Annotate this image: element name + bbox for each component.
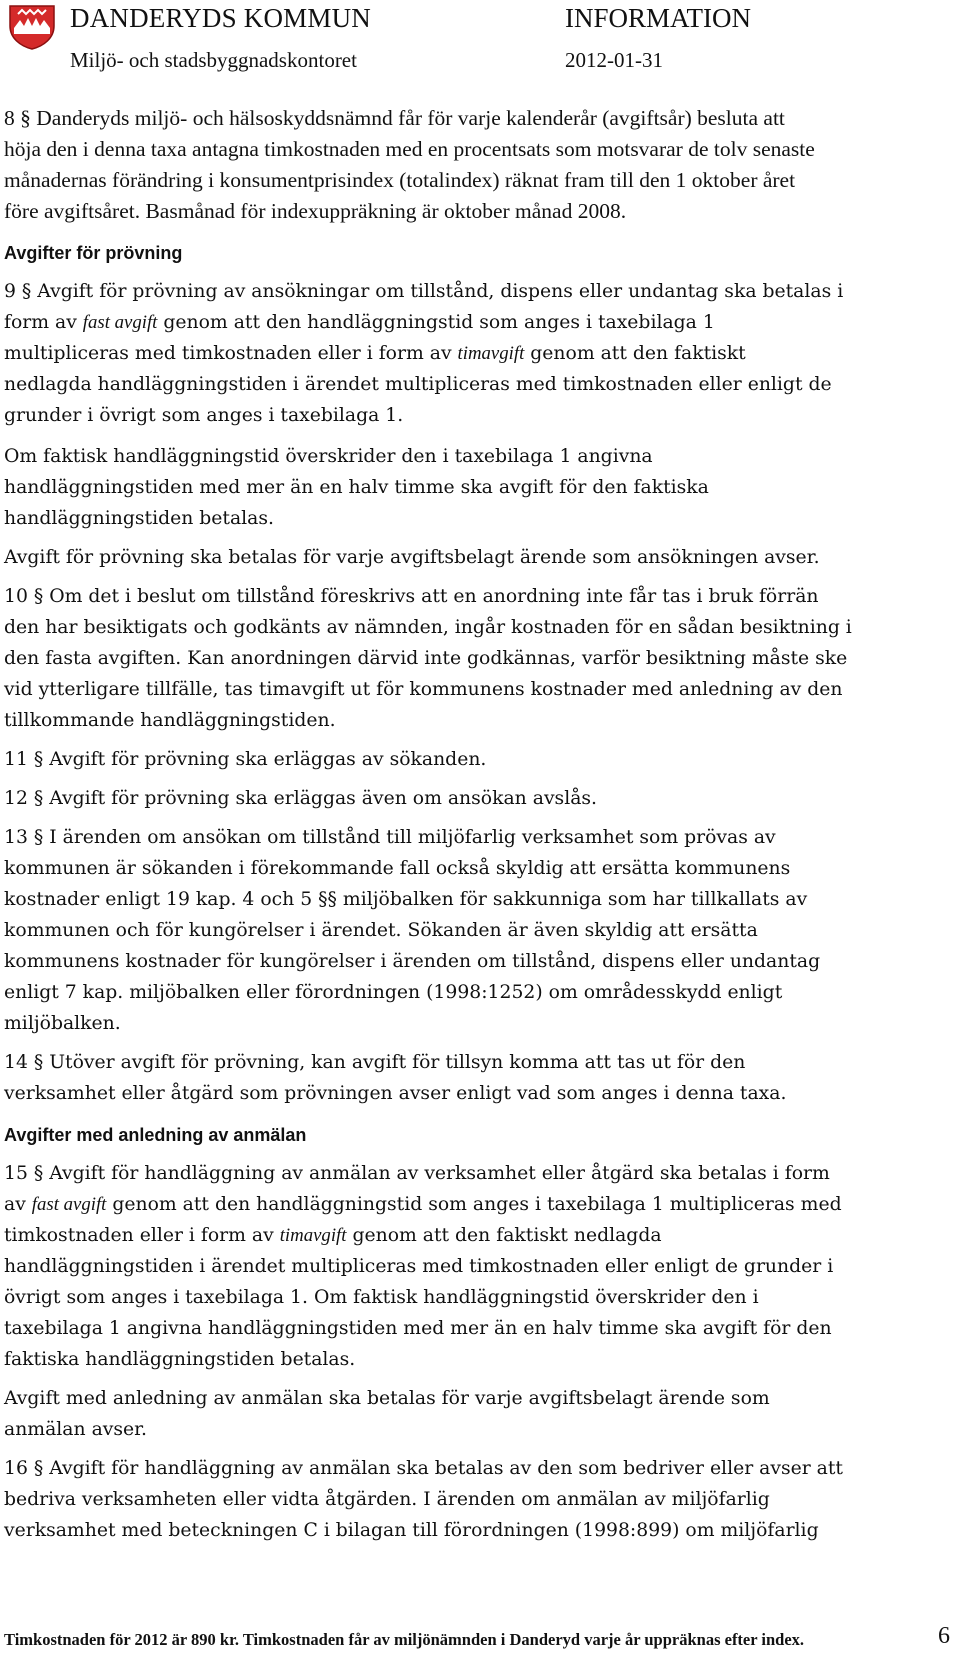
paragraph [4,103,919,227]
paragraph [4,1383,919,1445]
text-segment: övrigt som anges i taxebilaga 1. Om faktisk handläggningstid överskrider den i [4,1287,759,1308]
text-segment: av [4,1194,32,1215]
paragraph-line [4,744,919,775]
paragraph-line [4,441,919,472]
text-segment: handläggningstiden med mer än en halv timme ska avgift för den faktiska [4,477,709,498]
paragraph [4,1158,919,1375]
emphasized-term: timavgift [457,343,525,364]
paragraph [4,276,919,431]
text-segment: multipliceras med timkostnaden eller i form av [4,343,458,364]
paragraph-line [4,1383,919,1414]
paragraph-line [4,472,919,503]
emphasized-term: fast avgift [82,312,158,333]
paragraph-line [4,1047,919,1078]
text-segment: taxebilaga 1 angivna handläggningstiden med mer än en halv timme ska avgift för den [4,1318,832,1339]
paragraph [4,441,919,534]
text-segment: genom att den faktiskt [524,343,746,364]
text-segment: enligt 7 kap. miljöbalken eller förordningen (1998:1252) om områdesskydd enligt [4,982,783,1003]
text-segment: verksamhet eller åtgärd som prövningen avser enligt vad som anges i denna taxa. [4,1083,787,1104]
paragraph-line [4,946,919,977]
paragraph-line [4,612,919,643]
paragraph-line [4,674,919,705]
text-segment: vid ytterligare tillfälle, tas timavgift ut för kommunens kostnader med anledning av den [4,679,843,700]
text-segment: den fasta avgiften. Kan anordningen därvid inte godkännas, varför besiktning måste ske [4,648,848,669]
paragraph-line [4,1158,919,1189]
text-segment: 10 § Om det i beslut om tillstånd föreskrivs att en anordning inte får tas i bruk förrän [4,586,819,607]
text-segment: verksamhet med beteckningen C i bilagan till förordningen (1998:899) om miljöfarlig [4,1520,819,1541]
text-segment: Avgift för prövning ska betalas för varje avgiftsbelagt ärende som ansökningen avser. [4,547,820,568]
document-type: INFORMATION [565,3,752,33]
text-segment: faktiska handläggningstiden betalas. [4,1349,356,1370]
paragraph [4,542,919,573]
paragraph-line [4,822,919,853]
text-segment: 9 § Avgift för prövning av ansökningar om tillstånd, dispens eller undantag ska betalas i [4,281,844,302]
paragraph-line [4,400,919,431]
text-segment: tillkommande handläggningstiden. [4,710,336,731]
text-segment: form av [4,312,83,333]
text-segment: kommunen är sökanden i förekommande fall också skyldig att ersätta kommunens [4,858,791,879]
paragraph-line [4,1282,919,1313]
text-segment: grunder i övrigt som anges i taxebilaga 1. [4,405,404,426]
paragraph-line [4,1189,919,1220]
paragraph-line [4,1313,919,1344]
paragraph-line [4,1078,919,1109]
paragraph-line [4,369,919,400]
page-header [0,0,960,78]
text-segment: 12 § Avgift för prövning ska erläggas även om ansökan avslås. [4,788,598,809]
document-date: 2012-01-31 [565,48,663,72]
text-segment: kostnader enligt 19 kap. 4 och 5 §§ miljöbalken för sakkunniga som har tillkallats av [4,889,808,910]
municipal-coat-of-arms-icon [8,4,56,50]
paragraph-line [4,915,919,946]
paragraph-line [4,853,919,884]
paragraph [4,783,919,814]
paragraph-line [4,1484,919,1515]
text-segment: Om faktisk handläggningstid överskrider den i taxebilaga 1 angivna [4,446,653,467]
text-segment: 13 § I ärenden om ansökan om tillstånd till miljöfarlig verksamhet som prövas av [4,827,776,848]
text-segment: miljöbalken. [4,1013,121,1034]
text-segment: 11 § Avgift för prövning ska erläggas av sökanden. [4,749,487,770]
text-segment: genom att den handläggningstid som anges i taxebilaga 1 [157,312,715,333]
organization-name: DANDERYDS KOMMUN [70,3,371,33]
paragraph-line [4,884,919,915]
paragraph [4,1453,919,1546]
paragraph-line: 8 § Danderyds miljö- och hälsoskyddsnämnd får för varje kalenderår (avgiftsår) besluta att [4,106,785,130]
paragraph-line [4,503,919,534]
text-segment: handläggningstiden i ärendet multipliceras med timkostnaden eller enligt de grunder i [4,1256,834,1277]
paragraph-line [4,977,919,1008]
page-number: 6 [938,1623,950,1649]
paragraph-line [4,581,919,612]
paragraph-line [4,307,919,338]
paragraph-line: månadernas förändring i konsumentprisindex (totalindex) räknat fram till den 1 oktober året [4,168,796,192]
paragraph [4,581,919,736]
text-segment: kommunens kostnader för kungörelser i ärenden om tillstånd, dispens eller undantag [4,951,821,972]
paragraph-line [4,1414,919,1445]
text-segment: nedlagda handläggningstiden i ärendet multipliceras med timkostnaden eller enligt de [4,374,832,395]
paragraph-line [4,1453,919,1484]
paragraph [4,822,919,1039]
paragraph-line [4,338,919,369]
paragraph-line [4,1515,919,1546]
paragraph-line: höja den i denna taxa antagna timkostnaden med en procentsats som motsvarar de tolv senaste [4,137,815,161]
paragraph-line: före avgiftsåret. Basmånad för indexuppräkning är oktober månad 2008. [4,199,627,223]
paragraph-line [4,1344,919,1375]
text-segment: bedriva verksamheten eller vidta åtgärden. I ärenden om anmälan av miljöfarlig [4,1489,770,1510]
text-segment: Avgift med anledning av anmälan ska betalas för varje avgiftsbelagt ärende som [4,1388,770,1409]
text-segment: kommunen och för kungörelser i ärendet. Sökanden är även skyldig att ersätta [4,920,758,941]
text-segment: 16 § Avgift för handläggning av anmälan ska betalas av den som bedriver eller avser att [4,1458,843,1479]
paragraph-line [4,783,919,814]
text-segment: anmälan avser. [4,1419,148,1440]
paragraph-line [4,542,919,573]
emphasized-term: timavgift [279,1225,347,1246]
document-body [4,103,919,1554]
section-heading: Avgifter för prövning [4,243,183,263]
paragraph-line [4,643,919,674]
paragraph-line [4,705,919,736]
text-segment: 15 § Avgift för handläggning av anmälan av verksamhet eller åtgärd ska betalas i form [4,1163,830,1184]
footer-note: Timkostnaden för 2012 är 890 kr. Timkostnaden får av miljönämnden i Danderyd varje år uppräknas efter index. [4,1630,805,1649]
paragraph [4,744,919,775]
text-segment: 14 § Utöver avgift för prövning, kan avgift för tillsyn komma att tas ut för den [4,1052,746,1073]
paragraph-line [4,1220,919,1251]
paragraph-line [4,1251,919,1282]
emphasized-term: fast avgift [31,1194,107,1215]
department-name: Miljö- och stadsbyggnadskontoret [70,48,357,72]
text-segment: genom att den faktiskt nedlagda [346,1225,662,1246]
paragraph-line [4,276,919,307]
paragraph-line [4,1008,919,1039]
text-segment: timkostnaden eller i form av [4,1225,280,1246]
text-segment: genom att den handläggningstid som anges i taxebilaga 1 multipliceras med [106,1194,842,1215]
text-segment: handläggningstiden betalas. [4,508,274,529]
paragraph [4,1047,919,1109]
text-segment: den har besiktigats och godkänts av nämnden, ingår kostnaden för en sådan besiktning i [4,617,852,638]
section-heading: Avgifter med anledning av anmälan [4,1125,307,1145]
